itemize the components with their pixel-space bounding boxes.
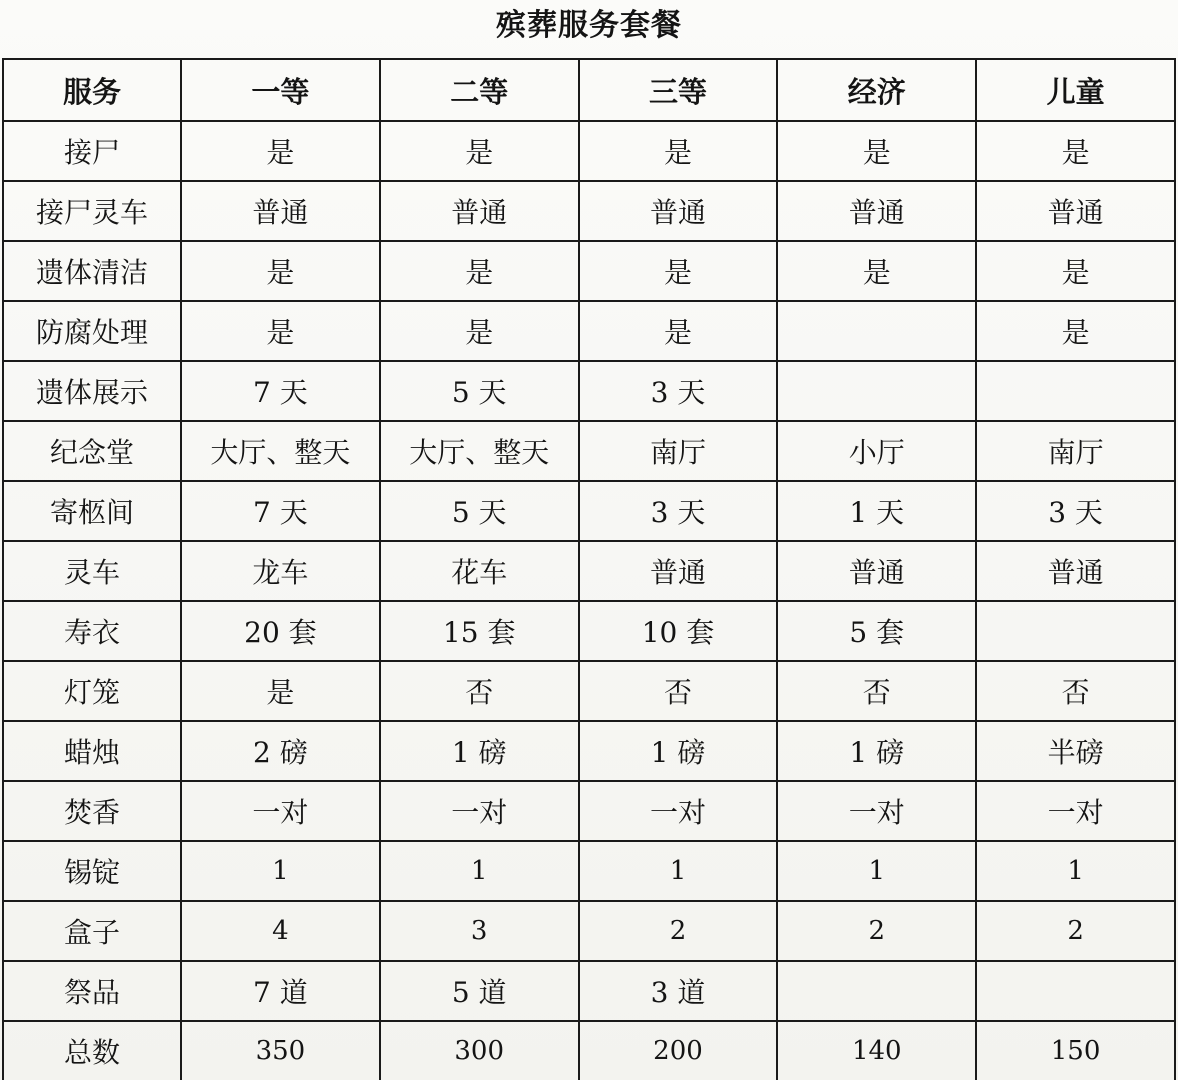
table-row xyxy=(3,301,1175,361)
table-cell: 150 xyxy=(976,1021,1175,1080)
table-row xyxy=(3,181,1175,241)
table-cell: 3 天 xyxy=(976,481,1175,541)
table-cell: 是 xyxy=(380,121,579,181)
table-cell: 普通 xyxy=(579,541,778,601)
header-first-class: 一等 xyxy=(181,59,380,121)
table-cell: 是 xyxy=(976,241,1175,301)
table-cell xyxy=(777,361,976,421)
row-service-label: 祭品 xyxy=(3,961,181,1021)
table-cell: 3 道 xyxy=(579,961,778,1021)
table-cell: 南厅 xyxy=(976,421,1175,481)
table-row xyxy=(3,421,1175,481)
row-service-label: 灯笼 xyxy=(3,661,181,721)
table-cell: 20 套 xyxy=(181,601,380,661)
table-cell: 一对 xyxy=(181,781,380,841)
table-cell xyxy=(777,301,976,361)
table-cell: 10 套 xyxy=(579,601,778,661)
table-cell: 5 天 xyxy=(380,361,579,421)
table-cell: 普通 xyxy=(976,181,1175,241)
row-service-label: 总数 xyxy=(3,1021,181,1080)
table-cell: 1 磅 xyxy=(777,721,976,781)
table-cell: 是 xyxy=(976,301,1175,361)
table-cell: 5 套 xyxy=(777,601,976,661)
table-cell: 2 xyxy=(976,901,1175,961)
table-cell: 普通 xyxy=(579,181,778,241)
table-cell: 7 道 xyxy=(181,961,380,1021)
table-cell: 是 xyxy=(579,121,778,181)
table-row xyxy=(3,721,1175,781)
table-cell: 否 xyxy=(976,661,1175,721)
table-cell: 是 xyxy=(181,121,380,181)
table-cell: 一对 xyxy=(777,781,976,841)
table-cell: 是 xyxy=(181,301,380,361)
table-cell: 否 xyxy=(777,661,976,721)
table-row xyxy=(3,961,1175,1021)
row-service-label: 纪念堂 xyxy=(3,421,181,481)
table-title: 殡葬服务套餐 xyxy=(496,8,682,43)
row-service-label: 焚香 xyxy=(3,781,181,841)
table-cell: 是 xyxy=(380,241,579,301)
table-cell xyxy=(976,961,1175,1021)
table-cell: 2 xyxy=(777,901,976,961)
table-cell xyxy=(976,601,1175,661)
table-cell: 是 xyxy=(181,661,380,721)
table-cell: 普通 xyxy=(976,541,1175,601)
table-cell: 3 天 xyxy=(579,361,778,421)
header-third-class: 三等 xyxy=(579,59,778,121)
table-cell: 是 xyxy=(777,241,976,301)
table-cell: 7 天 xyxy=(181,481,380,541)
table-cell: 普通 xyxy=(181,181,380,241)
table-cell: 否 xyxy=(380,661,579,721)
table-row xyxy=(3,781,1175,841)
header-service: 服务 xyxy=(3,59,181,121)
table-body xyxy=(3,121,1175,1080)
table-cell: 是 xyxy=(777,121,976,181)
table-cell xyxy=(777,961,976,1021)
table-row xyxy=(3,601,1175,661)
table-cell: 1 xyxy=(181,841,380,901)
table-row xyxy=(3,361,1175,421)
row-service-label: 遗体清洁 xyxy=(3,241,181,301)
table-cell: 小厅 xyxy=(777,421,976,481)
table-cell: 是 xyxy=(579,301,778,361)
table-cell: 是 xyxy=(579,241,778,301)
table-row xyxy=(3,121,1175,181)
row-service-label: 灵车 xyxy=(3,541,181,601)
table-cell: 普通 xyxy=(777,541,976,601)
table-cell: 是 xyxy=(181,241,380,301)
table-cell: 3 xyxy=(380,901,579,961)
table-cell: 龙车 xyxy=(181,541,380,601)
table-cell: 大厅、整天 xyxy=(380,421,579,481)
table-cell: 1 xyxy=(579,841,778,901)
table-cell: 140 xyxy=(777,1021,976,1080)
row-service-label: 寄柩间 xyxy=(3,481,181,541)
table-cell: 4 xyxy=(181,901,380,961)
table-cell: 是 xyxy=(380,301,579,361)
row-service-label: 盒子 xyxy=(3,901,181,961)
table-row xyxy=(3,541,1175,601)
table-cell: 2 磅 xyxy=(181,721,380,781)
table-row xyxy=(3,841,1175,901)
table-cell: 半磅 xyxy=(976,721,1175,781)
row-service-label: 寿衣 xyxy=(3,601,181,661)
table-row xyxy=(3,1021,1175,1080)
table-row xyxy=(3,901,1175,961)
table-cell: 350 xyxy=(181,1021,380,1080)
table-cell: 7 天 xyxy=(181,361,380,421)
row-service-label: 锡锭 xyxy=(3,841,181,901)
table-cell: 否 xyxy=(579,661,778,721)
table-cell: 是 xyxy=(976,121,1175,181)
table-cell: 一对 xyxy=(976,781,1175,841)
header-row xyxy=(3,59,1175,121)
table-cell: 1 xyxy=(380,841,579,901)
table-cell: 大厅、整天 xyxy=(181,421,380,481)
table-cell: 南厅 xyxy=(579,421,778,481)
table-cell: 200 xyxy=(579,1021,778,1080)
table-cell: 3 天 xyxy=(579,481,778,541)
funeral-package-table xyxy=(2,58,1176,1080)
header-economy: 经济 xyxy=(777,59,976,121)
table-cell: 15 套 xyxy=(380,601,579,661)
header-second-class: 二等 xyxy=(380,59,579,121)
table-cell: 一对 xyxy=(579,781,778,841)
table-cell: 300 xyxy=(380,1021,579,1080)
header-child: 儿童 xyxy=(976,59,1175,121)
table-cell: 1 xyxy=(976,841,1175,901)
table-cell: 普通 xyxy=(777,181,976,241)
row-service-label: 接尸 xyxy=(3,121,181,181)
table-cell: 1 磅 xyxy=(380,721,579,781)
table-cell: 2 xyxy=(579,901,778,961)
table-cell: 5 道 xyxy=(380,961,579,1021)
table-row xyxy=(3,481,1175,541)
table-cell: 1 xyxy=(777,841,976,901)
table-cell xyxy=(976,361,1175,421)
table-cell: 一对 xyxy=(380,781,579,841)
table-cell: 1 天 xyxy=(777,481,976,541)
table-cell: 1 磅 xyxy=(579,721,778,781)
table-cell: 普通 xyxy=(380,181,579,241)
row-service-label: 防腐处理 xyxy=(3,301,181,361)
table-cell: 5 天 xyxy=(380,481,579,541)
row-service-label: 蜡烛 xyxy=(3,721,181,781)
table-cell: 花车 xyxy=(380,541,579,601)
row-service-label: 遗体展示 xyxy=(3,361,181,421)
table-row xyxy=(3,241,1175,301)
row-service-label: 接尸灵车 xyxy=(3,181,181,241)
table-row xyxy=(3,661,1175,721)
